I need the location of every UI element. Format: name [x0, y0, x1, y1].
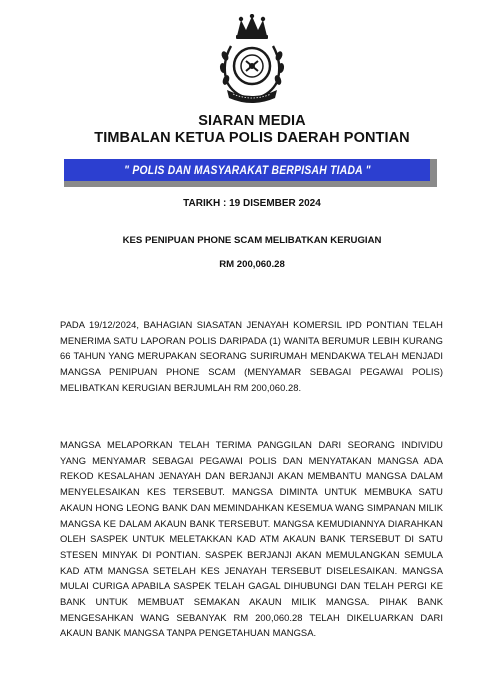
motto-banner-shadow	[64, 159, 437, 187]
case-title: KES PENIPUAN PHONE SCAM MELIBATKAN KERUGIAN	[122, 235, 382, 246]
body-paragraph-2: MANGSA MELAPORKAN TELAH TERIMA PANGGILAN DARI SEORANG INDIVIDU YANG MENYAMAR SEBAGAI PEGAWAI POLIS DAN MENYATAKAN MANGSA ADA REKOD KESALAHAN JENAYAH DAN BERJANJI AKAN MEMBANTU MANGSA DALAM MENYELESAIKAN KES TERSEBUT. MANGSA DIMINTA UNTUK MEMBUKA SATU AKAUN HONG LEONG BANK DAN MEMINDAHKAN KESEMUA WANG SIMPANAN MILIK MANGSA KE DALAM AKAUN BANK TERSEBUT. MANGSA KEMUDIANNYA DIARAHKAN OLEH SASPEK UNTUK MELETAKKAN KAD ATM AKAUN BANK TERSEBUT DI SATU STESEN MINYAK DI PONTIAN. SASPEK BERJANJI AKAN MEMULANGKAN SEMULA KAD ATM MANGSA SETELAH KES JENAYAH TERSEBUT DISELESAIKAN. MANGSA MULAI CURIGA APABILA SASPEK TELAH GAGAL DIHUBUNGI DAN TELAH PERGI KE BANK UNTUK MEMBUAT SEMAKAN AKAUN MILIK MANGSA. PIHAK BANK MENGESAHKAN WANG SEBANYAK RM 200,060.28 TELAH DIKELUARKAN DARI AKAUN BANK MANGSA TANPA PENGETAHUAN MANGSA.	[60, 439, 443, 639]
body-paragraph-1: PADA 19/12/2024, BAHAGIAN SIASATAN JENAYAH KOMERSIL IPD PONTIAN TELAH MENERIMA SATU LAPORAN POLIS DARIPADA (1) WANITA BERUMUR LEBIH KURANG 66 TAHUN YANG MERUPAKAN SEORANG SURIRUMAH MENDAKWA TELAH MENJADI MANGSA PENIPUAN PHONE SCAM (MENYAMAR SEBAGAI PEGAWAI POLIS) MELIBATKAN KERUGIAN BERJUMLAH RM 200,060.28.	[60, 319, 443, 393]
release-date: TARIKH : 19 DISEMBER 2024	[183, 198, 321, 209]
motto-banner-text: " POLIS DAN MASYARAKAT BERPISAH TIADA "	[123, 163, 371, 177]
header-subtitle: TIMBALAN KETUA POLIS DAERAH PONTIAN	[94, 130, 410, 146]
header-title: SIARAN MEDIA	[198, 113, 306, 129]
motto-banner	[64, 159, 430, 181]
polis-diraja-malaysia-crest-icon	[211, 14, 293, 106]
case-loss-amount: RM 200,060.28	[219, 259, 285, 270]
